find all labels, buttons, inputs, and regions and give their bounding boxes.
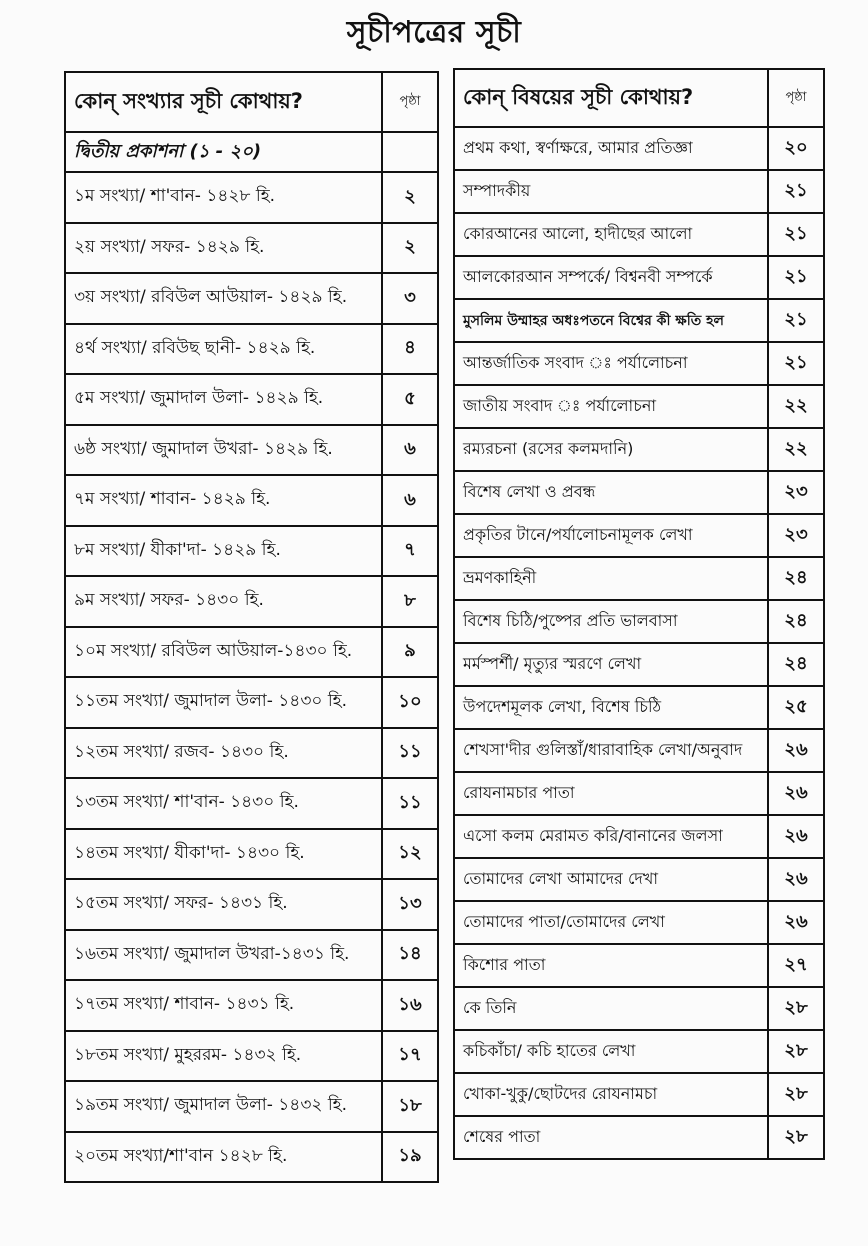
table-row	[454, 772, 824, 815]
entry-page-number: ১৩	[382, 879, 438, 930]
entry-page-number: ৭	[382, 526, 438, 577]
entry-page-number: ৩	[382, 273, 438, 324]
entry-page-number: ১০	[382, 677, 438, 728]
entry-title: কোরআনের আলো, হাদীছের আলো	[454, 213, 768, 256]
table-row	[454, 299, 824, 342]
entry-page-number: ২	[382, 223, 438, 274]
entry-title: ৮ম সংখ্যা/ যীকা'দা- ১৪২৯ হি.	[65, 526, 382, 577]
entry-title: শেখসা'দীর গুলিস্তাঁ/ধারাবাহিক লেখা/অনুবাদ	[454, 729, 768, 772]
entry-title: প্রথম কথা, স্বর্ণাক্ষরে, আমার প্রতিজ্ঞা	[454, 127, 768, 170]
entry-title: ১৩তম সংখ্যা/ শা'বান- ১৪৩০ হি.	[65, 778, 382, 829]
table-row	[454, 213, 824, 256]
entry-page-number: ২৬	[768, 815, 824, 858]
entry-page-number: ১৯	[382, 1132, 438, 1183]
entry-page-number: ২৬	[768, 901, 824, 944]
entry-title: ১৪তম সংখ্যা/ যীকা'দা- ১৪৩০ হি.	[65, 829, 382, 880]
entry-title: জাতীয় সংবাদ ঃ পর্যালোচনা	[454, 385, 768, 428]
entry-page-number: ২৪	[768, 600, 824, 643]
table-row	[454, 471, 824, 514]
topic-index-header-row	[454, 69, 824, 127]
entry-page-number: ২৮	[768, 1116, 824, 1159]
entry-title: রম্যরচনা (রসের কলমদানি)	[454, 428, 768, 471]
table-row	[454, 385, 824, 428]
entry-title: ৭ম সংখ্যা/ শাবান- ১৪২৯ হি.	[65, 475, 382, 526]
table-row	[454, 428, 824, 471]
edition-subheader: দ্বিতীয় প্রকাশনা (১ - ২০)	[65, 132, 382, 172]
table-row	[454, 600, 824, 643]
entry-title: ৬ষ্ঠ সংখ্যা/ জুমাদাল উখরা- ১৪২৯ হি.	[65, 425, 382, 476]
entry-page-number: ২৬	[768, 729, 824, 772]
table-row	[65, 930, 438, 981]
entry-title: ২য় সংখ্যা/ সফর- ১৪২৯ হি.	[65, 223, 382, 274]
table-row	[454, 1116, 824, 1159]
entry-title: উপদেশমূলক লেখা, বিশেষ চিঠি	[454, 686, 768, 729]
table-row	[65, 980, 438, 1031]
table-row	[65, 879, 438, 930]
table-row	[65, 475, 438, 526]
entry-title: ৩য় সংখ্যা/ রবিউল আউয়াল- ১৪২৯ হি.	[65, 273, 382, 324]
entry-title: রোযনামচার পাতা	[454, 772, 768, 815]
table-row	[65, 374, 438, 425]
entry-page-number: ২৩	[768, 471, 824, 514]
entry-page-number: ২৭	[768, 944, 824, 987]
table-row	[454, 643, 824, 686]
entry-page-number: ২৪	[768, 643, 824, 686]
entry-page-number: ২১	[768, 342, 824, 385]
table-row	[454, 557, 824, 600]
entry-page-number: ৬	[382, 475, 438, 526]
entry-page-number: ২৩	[768, 514, 824, 557]
entry-page-number: ৬	[382, 425, 438, 476]
entry-title: তোমাদের পাতা/তোমাদের লেখা	[454, 901, 768, 944]
entry-page-number: ২১	[768, 299, 824, 342]
entry-page-number: ২৪	[768, 557, 824, 600]
table-row	[454, 901, 824, 944]
entry-title: আলকোরআন সম্পর্কে/ বিশ্বনবী সম্পর্কে	[454, 256, 768, 299]
issue-index-header-row	[65, 72, 438, 132]
entry-title: ৪র্থ সংখ্যা/ রবিউছ ছানী- ১৪২৯ হি.	[65, 324, 382, 375]
entry-title: সম্পাদকীয়	[454, 170, 768, 213]
page-title: সূচীপত্রের সূচী	[346, 15, 522, 50]
entry-page-number: ১২	[382, 829, 438, 880]
entry-title: খোকা-খুকু/ছোটদের রোযনামচা	[454, 1073, 768, 1116]
table-row	[65, 576, 438, 627]
issue-index-heading: কোন্ সংখ্যার সূচী কোথায়?	[65, 72, 382, 132]
entry-title: ১৯তম সংখ্যা/ জুমাদাল উলা- ১৪৩২ হি.	[65, 1081, 382, 1132]
topic-index-heading: কোন্ বিষয়ের সূচী কোথায়?	[454, 69, 768, 127]
table-row	[65, 627, 438, 678]
entry-title: শেষের পাতা	[454, 1116, 768, 1159]
table-row	[65, 677, 438, 728]
entry-page-number: ২৮	[768, 1030, 824, 1073]
entry-title: বিশেষ লেখা ও প্রবন্ধ	[454, 471, 768, 514]
table-row	[65, 172, 438, 223]
entry-title: ১০ম সংখ্যা/ রবিউল আউয়াল-১৪৩০ হি.	[65, 627, 382, 678]
table-row	[65, 324, 438, 375]
entry-page-number: ২১	[768, 256, 824, 299]
entry-page-number: ১৬	[382, 980, 438, 1031]
table-row	[65, 829, 438, 880]
page-column-label: পৃষ্ঠা	[382, 72, 438, 132]
table-row	[454, 127, 824, 170]
entry-title: মর্মস্পর্শী/ মৃত্যুর স্মরণে লেখা	[454, 643, 768, 686]
entry-title: তোমাদের লেখা আমাদের দেখা	[454, 858, 768, 901]
entry-page-number: ৪	[382, 324, 438, 375]
entry-title: ১ম সংখ্যা/ শা'বান- ১৪২৮ হি.	[65, 172, 382, 223]
entry-page-number: ২	[382, 172, 438, 223]
entry-title: ১১তম সংখ্যা/ জুমাদাল উলা- ১৪৩০ হি.	[65, 677, 382, 728]
table-row	[65, 425, 438, 476]
issue-index-table	[64, 71, 439, 1183]
entry-page-number: ২১	[768, 170, 824, 213]
table-row	[65, 526, 438, 577]
table-row	[454, 858, 824, 901]
entry-page-number: ১১	[382, 778, 438, 829]
entry-page-number: ১১	[382, 728, 438, 779]
table-row	[454, 170, 824, 213]
entry-page-number: ২২	[768, 428, 824, 471]
entry-title: বিশেষ চিঠি/পুষ্পের প্রতি ভালবাসা	[454, 600, 768, 643]
entry-page-number: ২১	[768, 213, 824, 256]
entry-title: প্রকৃতির টানে/পর্যালোচনামূলক লেখা	[454, 514, 768, 557]
table-row	[65, 1132, 438, 1183]
entry-title: এসো কলম মেরামত করি/বানানের জলসা	[454, 815, 768, 858]
entry-title: ৫ম সংখ্যা/ জুমাদাল উলা- ১৪২৯ হি.	[65, 374, 382, 425]
entry-page-number: ২০	[768, 127, 824, 170]
entry-page-number: ১৪	[382, 930, 438, 981]
entry-title: ১৮তম সংখ্যা/ মুহররম- ১৪৩২ হি.	[65, 1031, 382, 1082]
table-row	[454, 729, 824, 772]
entry-page-number: ২৬	[768, 772, 824, 815]
table-row	[454, 987, 824, 1030]
entry-title: আন্তর্জাতিক সংবাদ ঃ পর্যালোচনা	[454, 342, 768, 385]
entry-title: কে তিনি	[454, 987, 768, 1030]
edition-subheader-row	[65, 132, 438, 172]
table-row	[454, 815, 824, 858]
entry-page-number: ১৮	[382, 1081, 438, 1132]
table-row	[454, 686, 824, 729]
table-row	[454, 1030, 824, 1073]
entry-page-number: ১৭	[382, 1031, 438, 1082]
entry-page-number: ২৬	[768, 858, 824, 901]
entry-title: ভ্রমণকাহিনী	[454, 557, 768, 600]
edition-subheader-blank	[382, 132, 438, 172]
entry-title: ১২তম সংখ্যা/ রজব- ১৪৩০ হি.	[65, 728, 382, 779]
entry-title: ১৫তম সংখ্যা/ সফর- ১৪৩১ হি.	[65, 879, 382, 930]
table-row	[454, 1073, 824, 1116]
table-row	[65, 1031, 438, 1082]
entry-page-number: ৯	[382, 627, 438, 678]
entry-title: ১৭তম সংখ্যা/ শাবান- ১৪৩১ হি.	[65, 980, 382, 1031]
table-row	[454, 514, 824, 557]
entry-title: কচিকাঁচা/ কচি হাতের লেখা	[454, 1030, 768, 1073]
table-row	[454, 944, 824, 987]
entry-title: কিশোর পাতা	[454, 944, 768, 987]
entry-page-number: ৫	[382, 374, 438, 425]
table-row	[65, 1081, 438, 1132]
table-row	[454, 256, 824, 299]
entry-page-number: ২৮	[768, 987, 824, 1030]
topic-index-table	[453, 68, 825, 1160]
entry-page-number: ২২	[768, 385, 824, 428]
table-row	[454, 342, 824, 385]
table-row	[65, 778, 438, 829]
entry-title: ৯ম সংখ্যা/ সফর- ১৪৩০ হি.	[65, 576, 382, 627]
table-row	[65, 273, 438, 324]
entry-title: ২০তম সংখ্যা/শা'বান ১৪২৮ হি.	[65, 1132, 382, 1183]
entry-page-number: ২৫	[768, 686, 824, 729]
entry-title: মুসলিম উম্মাহর অধঃপতনে বিশ্বের কী ক্ষতি হল	[454, 299, 768, 342]
entry-title: ১৬তম সংখ্যা/ জুমাদাল উখরা-১৪৩১ হি.	[65, 930, 382, 981]
table-row	[65, 728, 438, 779]
entry-page-number: ২৮	[768, 1073, 824, 1116]
page-column-label: পৃষ্ঠা	[768, 69, 824, 127]
table-row	[65, 223, 438, 274]
entry-page-number: ৮	[382, 576, 438, 627]
